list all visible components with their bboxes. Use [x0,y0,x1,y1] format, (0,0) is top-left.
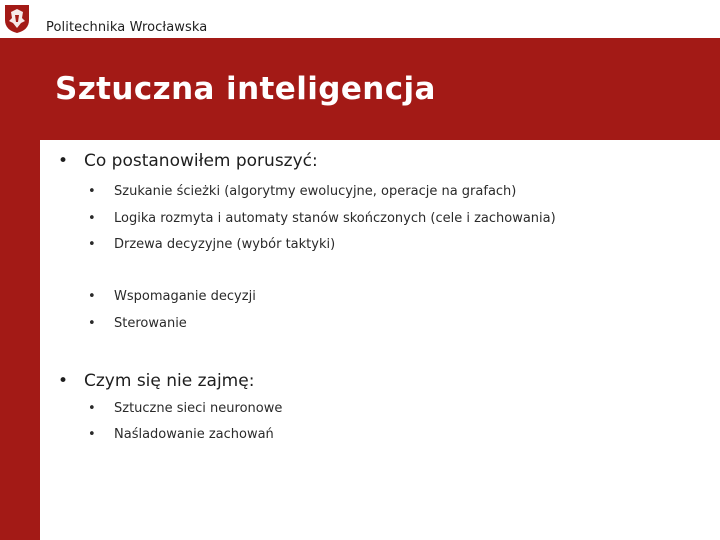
institution-name: Politechnika Wrocławska [46,20,208,35]
list-item [88,401,283,416]
bullet-icon: • [58,151,69,171]
section-heading-text: Czym się nie zajmę: [84,371,255,391]
slide-title: Sztuczna inteligencja [55,71,436,107]
section-heading [58,371,255,391]
list-item [88,184,517,199]
list-item-text: Szukanie ścieżki (algorytmy ewolucyjne, operacje na grafach) [114,184,517,199]
list-item-text: Naśladowanie zachowań [114,427,274,442]
list-item-text: Logika rozmyta i automaty stanów skończonych (cele i zachowania) [114,211,556,226]
list-item [88,427,274,442]
section-heading [58,151,318,171]
list-item-text: Sztuczne sieci neuronowe [114,401,283,416]
university-logo-icon [4,4,30,34]
bullet-icon: • [88,211,96,226]
list-item [88,237,336,252]
bullet-icon: • [88,184,96,199]
bullet-icon: • [88,237,96,252]
list-item [88,211,556,226]
list-item-text: Sterowanie [114,316,187,331]
section-heading-text: Co postanowiłem poruszyć: [84,151,318,171]
title-band [40,38,720,140]
left-accent-bar [0,38,40,540]
bullet-icon: • [58,371,69,391]
list-item-text: Drzewa decyzyjne (wybór taktyki) [114,237,336,252]
list-item-text: Wspomaganie decyzji [114,289,256,304]
bullet-icon: • [88,316,96,331]
bullet-icon: • [88,427,96,442]
bullet-icon: • [88,401,96,416]
bullet-icon: • [88,289,96,304]
list-item [88,316,187,331]
list-item [88,289,256,304]
